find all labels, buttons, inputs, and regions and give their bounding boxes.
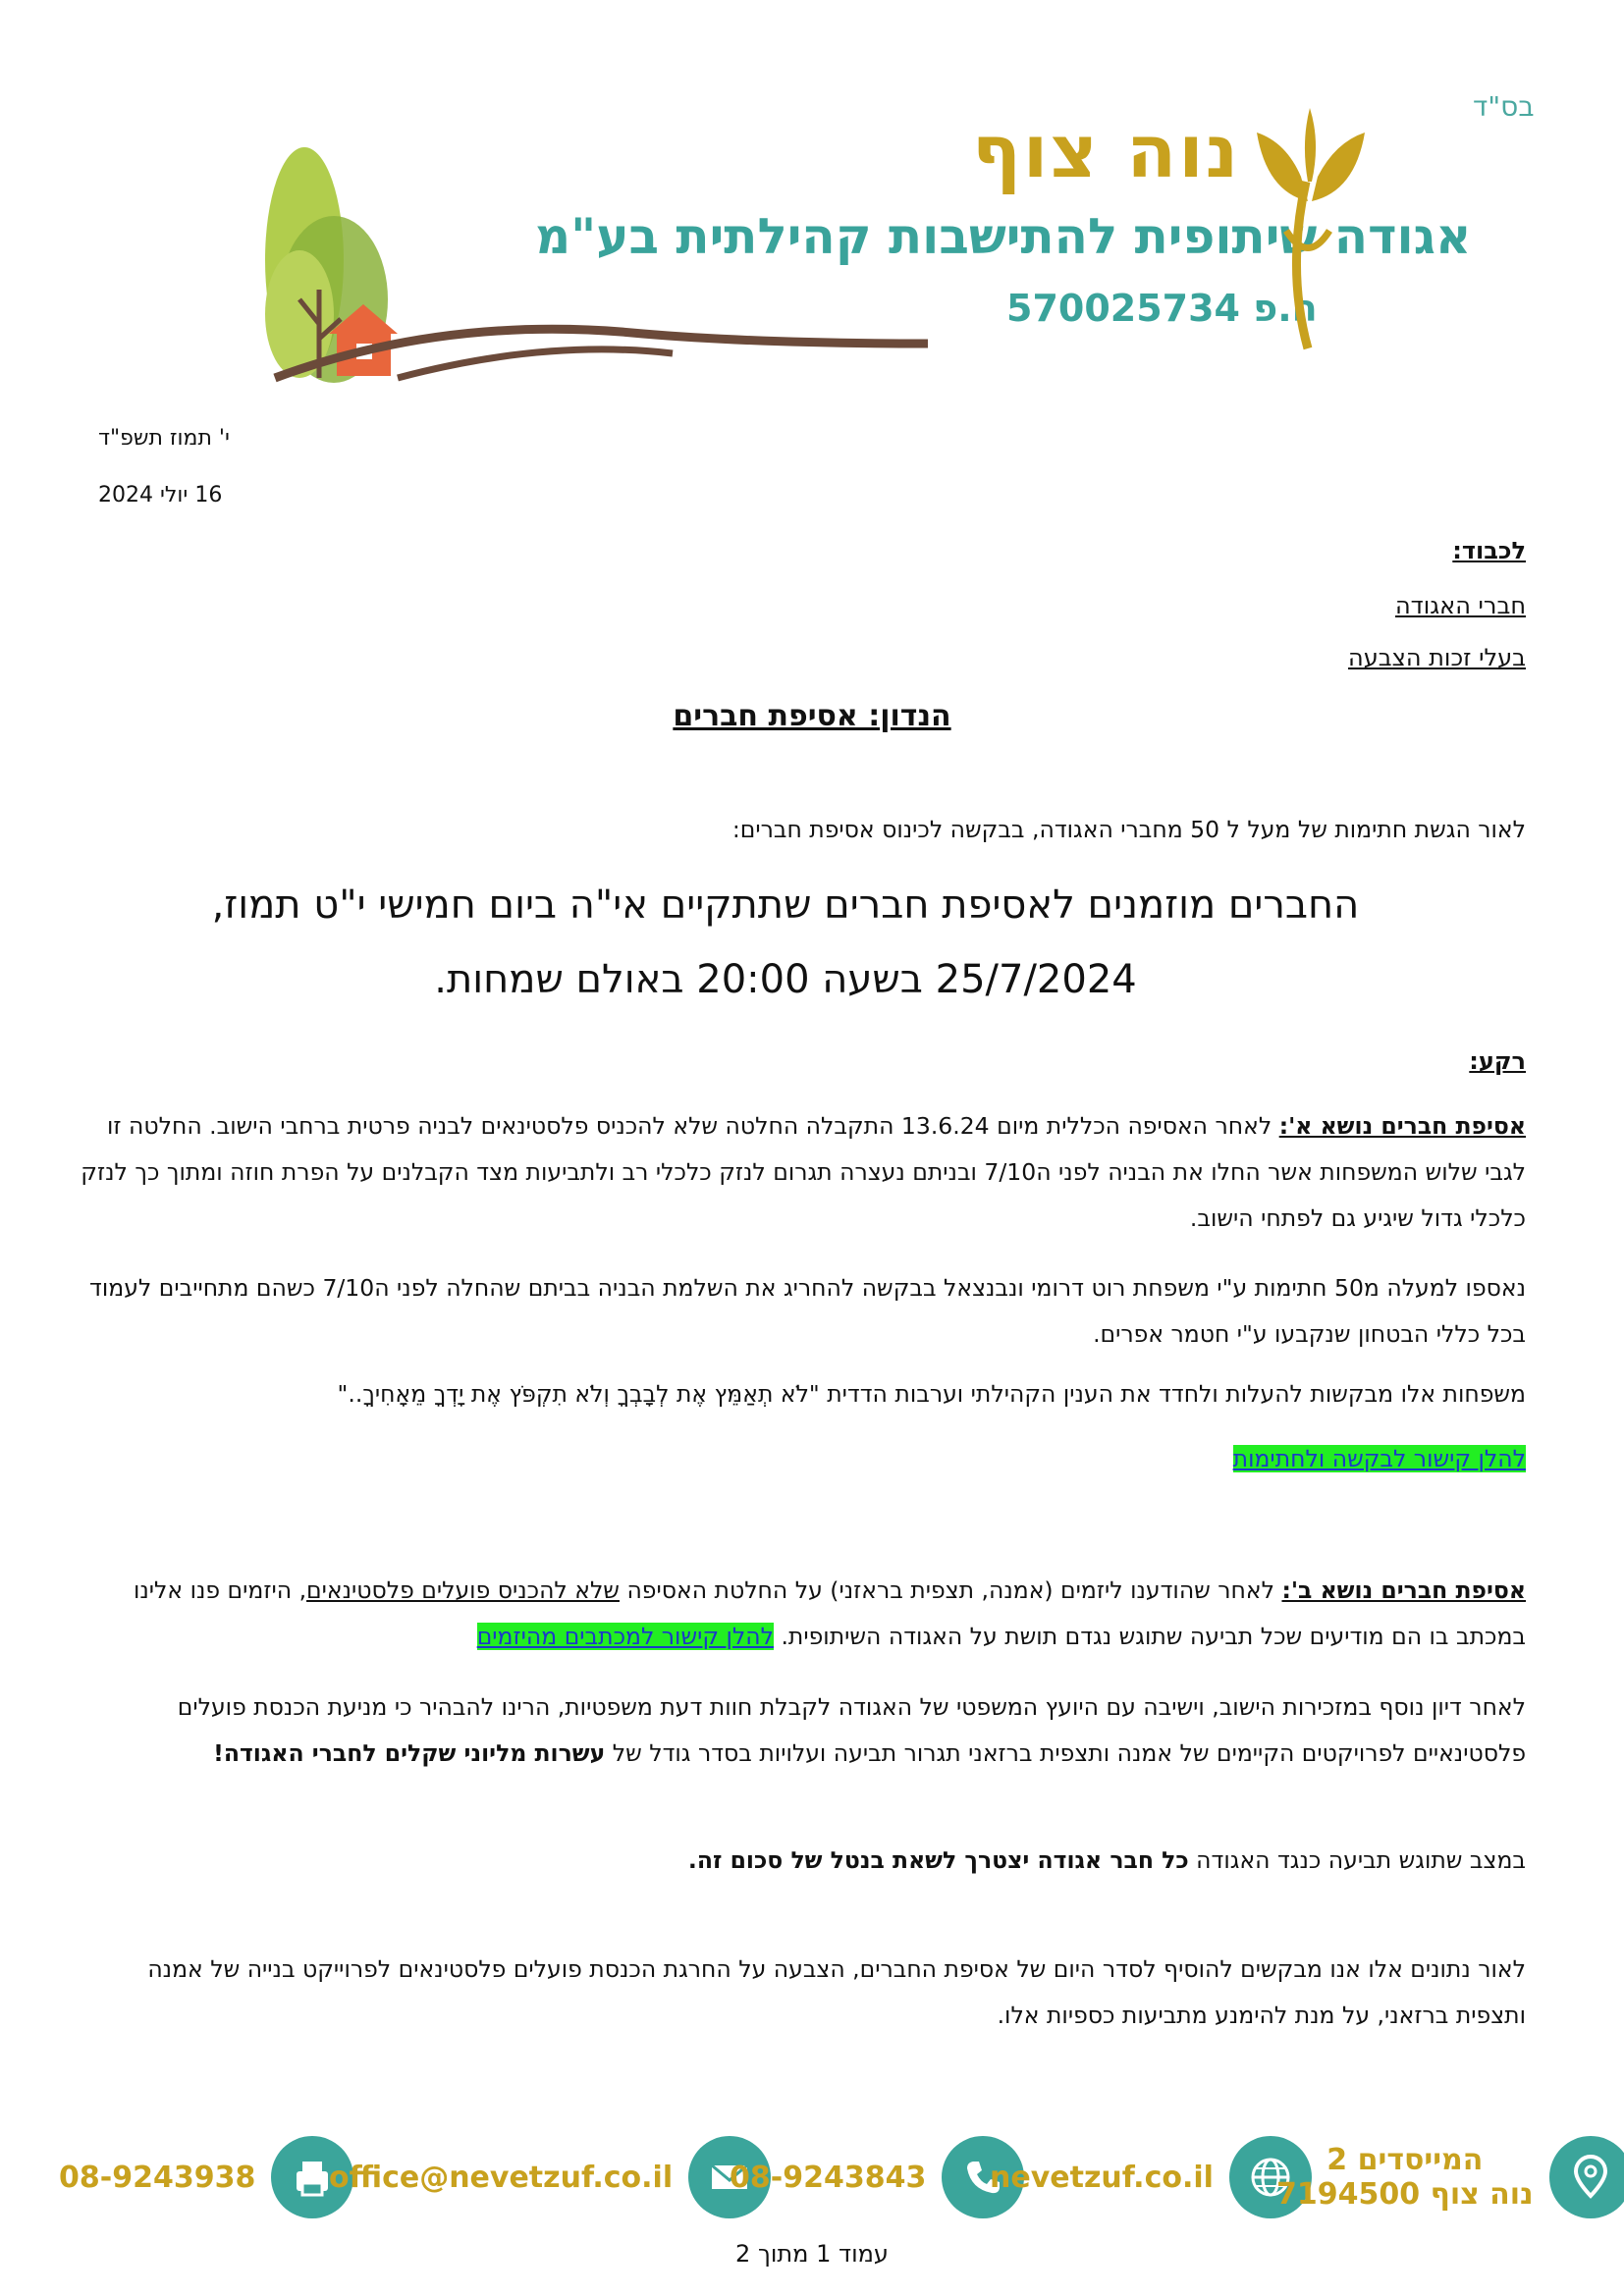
topic-b-letters-link[interactable]: להלן קישור למכתבים מהיזמים (476, 1623, 774, 1650)
intro-paragraph: לאור הגשת חתימות של מעל ל 50 מחברי האגודה, בבקשה לכינוס אסיפת חברים: (731, 816, 1526, 843)
invitation-line-2: 25/7/2024 בשעה 20:00 באולם שמחות. (434, 957, 1137, 1002)
location-pin-icon (1549, 2136, 1624, 2218)
topic-a-link-line (73, 1436, 1526, 1482)
topic-b-text-underlined: שלא להכניס פועלים פלסטינאים (306, 1576, 620, 1604)
recipients-line-voters: בעלי זכות הצבעה (1348, 644, 1526, 671)
besad-mark: בס"ד (1473, 90, 1535, 123)
footer-contact-bar (59, 2128, 1591, 2226)
topic-b-text-start: לאחר שהודענו ליזמים (אמנה, תצפית בראזני) על החלטת האסיפה (626, 1576, 1274, 1604)
page-number: עמוד 1 מתוך 2 (735, 2240, 889, 2268)
footer-website (990, 2128, 1312, 2226)
footer-fax (59, 2128, 353, 2226)
recipients-label: לכבוד: (1452, 537, 1526, 564)
org-name: נוה צוף (972, 110, 1241, 194)
address-city: נוה צוף 7194500 (1276, 2177, 1534, 2212)
topic-b-legal-paragraph (73, 1684, 1526, 1777)
subject-heading: הנדון: אסיפת חברים (673, 699, 951, 733)
org-registration-number: ח.פ 570025734 (1006, 287, 1318, 330)
topic-a-text: לאחר האסיפה הכללית מיום 13.6.24 התקבלה החלטה שלא להכניס פלסטינאים לבניה פרטית ברחבי הישוב. החלטה זו לגבי שלוש המשפחות אשר החלו את הבניה לפני ה7/10 ובניתם נעצרה תגרום לנזק כלכלי רב ולתביעות מצד הקבלנים על הפרת חוזה ומתוך כך לנזק כלכלי גדול שיגיע גם לפתחי הישוב. (81, 1112, 1526, 1232)
topic-b-lawsuit-text: במצב שתוגש תביעה כנגד האגודה (1196, 1846, 1526, 1874)
gregorian-date: 16 יולי 2024 (98, 483, 223, 507)
website-url[interactable]: nevetzuf.co.il (990, 2160, 1214, 2195)
topic-a-paragraph (73, 1103, 1526, 1242)
logo-landscape-graphic (250, 142, 938, 388)
topic-b-title: אסיפת חברים נושא ב': (1281, 1576, 1526, 1604)
topic-b-paragraph (73, 1568, 1526, 1660)
address-street: המייסדים 2 (1326, 2143, 1484, 2177)
footer-phone (730, 2128, 1024, 2226)
footer-email (329, 2128, 771, 2226)
org-subtitle: אגודה שיתופית להתישבות קהילתית בע"מ (535, 208, 1472, 265)
footer-address (1276, 2128, 1624, 2226)
topic-b-request-paragraph: לאור נתונים אלו אנו מבקשים להוסיף לסדר היום של אסיפת החברים, הצבעה על החרגת הכנסת פועלים פלסטינאים לפרוייקט בנייה של אמנה ותצפית ברזאני, על מנת להימנע מתביעות כספיות אלו. (147, 1955, 1526, 2029)
email-address[interactable]: office@nevetzuf.co.il (329, 2160, 674, 2195)
topic-a-signatures-link[interactable]: להלן קישור לבקשה ולחתימות (1232, 1445, 1526, 1472)
phone-number[interactable]: 08-9243843 (730, 2160, 927, 2195)
topic-b-text-end: , היזמים פנו אלינו במכתב בו הם מודיעים שכל תביעה שתוגש נגדם תושת על האגודה השיתופית. (133, 1576, 1526, 1650)
logo-emblem (1247, 103, 1375, 358)
topic-b-legal-text: לאחר דיון נוסף במזכירות הישוב, וישיבה עם היועץ המשפטי של האגודה לקבלת חוות דעת משפטיות, הרינו להבהיר כי מניעת הכנסת פועלים פלסטינאיים לפרויקטים הקיימים של אמנה ותצפית ברזאני תגרור תביעה ועלויות בסדר גודל של (177, 1693, 1526, 1767)
background-label: רקע: (1469, 1047, 1526, 1075)
hebrew-date: י' תמוז תשפ"ד (98, 426, 230, 451)
topic-a-title: אסיפת חברים נושא א': (1278, 1112, 1526, 1140)
topic-b-legal-bold: עשרות מליוני שקלים לחברי האגודה! (213, 1739, 606, 1767)
invitation-line-1: החברים מוזמנים לאסיפת חברים שתתקיים אי"ה ביום חמישי י"ט תמוז, (211, 882, 1360, 928)
topic-b-lawsuit-paragraph (73, 1838, 1526, 1884)
recipients-line-members: חברי האגודה (1394, 592, 1526, 619)
topic-a-signatures-paragraph: נאספו למעלה מ50 חתימות ע"י משפחת רוט דרומי ונבנצאל בבקשה להחריג את השלמת הבניה בביתם שהחלה לפני ה7/10 כשהם מתחייבים לעמוד בכל כללי הבטחון שנקבעו ע"י חטמר אפרים. (89, 1274, 1526, 1348)
topic-b-lawsuit-bold: כל חבר אגודה יצטרך לשאת בנטל של סכום זה. (687, 1846, 1189, 1874)
fax-number: 08-9243938 (59, 2160, 256, 2195)
topic-a-families-paragraph: משפחות אלו מבקשות להעלות ולחדד את הענין הקהילתי וערבות הדדית "לֹא תְאַמֵּץ אֶת לְבָבְךָ וְלֹא תִקְפֹּץ אֶת יָדְךָ מֵאָחִיךָ.." (337, 1380, 1526, 1408)
